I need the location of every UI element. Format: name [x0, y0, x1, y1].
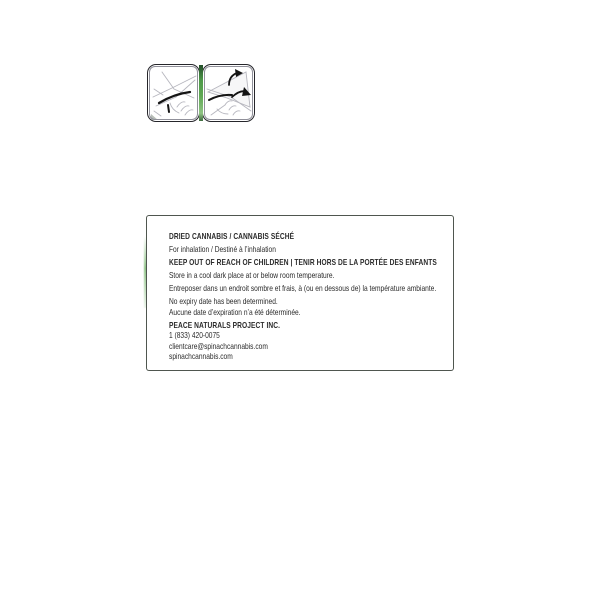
expiry-en: No expiry date has been determined. — [169, 296, 278, 306]
warning-line: KEEP OUT OF REACH OF CHILDREN | TENIR HORS DE LA PORTÉE DES ENFANTS — [169, 257, 437, 267]
expiry-fr: Aucune date d’expiration n’a été déterminée. — [169, 306, 301, 317]
peel-open-icon — [202, 64, 255, 122]
cut-package-illustration — [150, 67, 199, 121]
website-line: spinachcannabis.com — [169, 351, 233, 361]
cut-package-icon — [147, 64, 200, 122]
phone-line: 1 (833) 420-0075 — [169, 330, 220, 340]
storage-en: Store in a cool dark place at or below room temperature. — [169, 270, 335, 280]
peel-open-illustration — [205, 67, 253, 121]
compliance-label-card — [146, 215, 454, 371]
storage-fr: Entreposer dans un endroit sombre et frais, à (ou en dessous de) la température ambiante. — [169, 283, 437, 293]
company-name: PEACE NATURALS PROJECT INC. — [169, 319, 281, 330]
opening-instructions — [147, 64, 255, 122]
product-name: DRIED CANNABIS / CANNABIS SÉCHÉ — [169, 231, 295, 241]
green-divider — [199, 65, 203, 121]
usage-line: For inhalation / Destiné à l’inhalation — [169, 244, 276, 254]
email-line: clientcare@spinachcannabis.com — [169, 340, 268, 351]
